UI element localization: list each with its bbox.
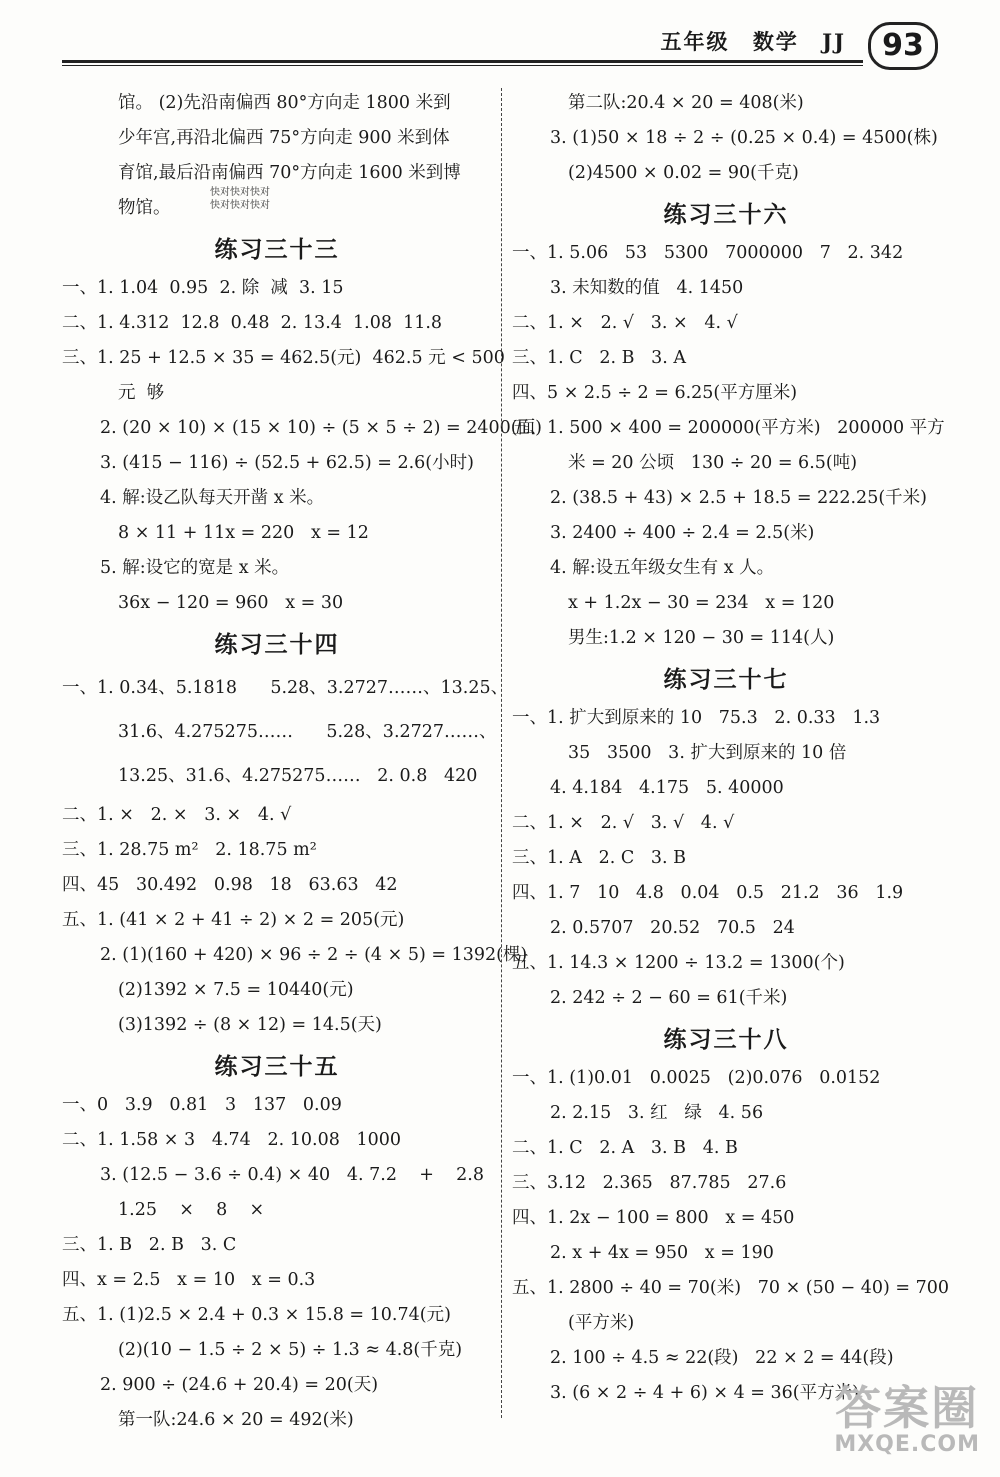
answer-line: 馆。 (2)先沿南偏西 80°方向走 1800 米到 [118,93,451,113]
answer-line: 二、1. 1.58 × 3 4.74 2. 10.08 1000 [62,1130,402,1150]
answer-line: 少年宫,再沿北偏西 75°方向走 900 米到体 [118,128,450,148]
header-grade: 五年级 [660,29,730,54]
section-title: 练习三十七 [663,666,789,693]
answer-line: 36x − 120 = 960 x = 30 [118,593,344,613]
answer-line: 二、1. 4.312 12.8 0.48 2. 13.4 1.08 11.8 [62,313,443,333]
answer-line: x + 1.2x − 30 = 234 x = 120 [568,593,835,613]
watermark-logo: 答案圈 [835,1381,980,1435]
answer-line: 2. 900 ÷ (24.6 + 20.4) = 20(天) [100,1375,379,1395]
answer-line: 2. x + 4x = 950 x = 190 [550,1243,774,1263]
header-subject: 数学 [752,29,799,54]
answer-line: 四、1. 2x − 100 = 800 x = 450 [512,1208,795,1228]
left-column [62,86,542,1438]
answer-line: 五、1. 2800 ÷ 40 = 70(米) 70 × (50 − 40) = 700 [512,1278,949,1298]
answer-line: 2. 242 ÷ 2 − 60 = 61(千米) [550,988,788,1008]
answer-line: 二、1. × 2. × 3. × 4. √ [62,805,292,825]
answer-line: (3)1392 ÷ (8 × 12) = 14.5(天) [118,1015,382,1035]
answer-line: 三、1. C 2. B 3. A [512,348,687,368]
answer-line: 三、1. A 2. C 3. B [512,848,687,868]
answer-line: 一、1. 5.06 53 5300 7000000 7 2. 342 [512,243,904,263]
answer-line: 一、1. (1)0.01 0.0025 (2)0.076 0.0152 [512,1068,881,1088]
answer-line: 3. (1)50 × 18 ÷ 2 ÷ (0.25 × 0.4) = 4500(株) [550,128,938,148]
answer-line: 一、1. 0.34、5.1818 5.28、3.2727……、13.25、 [62,678,509,698]
answer-line: 3. 未知数的值 4. 1450 [550,278,744,298]
answer-line: 三、1. 25 + 12.5 × 35 = 462.5(元) 462.5 元 < 500 [62,348,505,368]
answer-line: 五、1. 14.3 × 1200 ÷ 13.2 = 1300(个) [512,953,845,973]
answer-line: 二、1. × 2. √ 3. √ 4. √ [512,813,735,833]
answer-line: 男生:1.2 × 120 − 30 = 114(人) [568,628,835,648]
answer-line: 4. 解:设五年级女生有 x 人。 [550,558,775,578]
answer-line: 二、1. × 2. √ 3. × 4. √ [512,313,738,333]
answer-line: 2. 100 ÷ 4.5 ≈ 22(段) 22 × 2 = 44(段) [550,1348,894,1368]
answer-line: 2. 2.15 3. 红 绿 4. 56 [550,1103,764,1123]
answer-line: 2. (38.5 + 43) × 2.5 + 18.5 = 222.25(千米) [550,488,927,508]
section-title: 练习三十三 [214,236,340,263]
answer-line: 四、5 × 2.5 ÷ 2 = 6.25(平方厘米) [512,383,798,403]
answer-line: 第二队:20.4 × 20 = 408(米) [568,93,804,113]
answer-line: 三、3.12 2.365 87.785 27.6 [512,1173,787,1193]
answer-line: 五、1. 500 × 400 = 200000(平方米) 200000 平方 [512,418,945,438]
answer-line: 4. 4.184 4.175 5. 40000 [550,778,784,798]
answer-line: 物馆。 [118,198,171,218]
answer-line: 二、1. C 2. A 3. B 4. B [512,1138,738,1158]
section-title: 练习三十四 [214,631,340,658]
answer-line: 3. (12.5 − 3.6 ÷ 0.4) × 40 4. 7.2 + 2.8 [100,1165,484,1185]
stamp-line: 快对快对快对 [210,187,270,198]
site-watermark [834,1372,980,1457]
answer-line: (2)4500 × 0.02 = 90(千克) [568,163,799,183]
answer-line: 3. (415 − 116) ÷ (52.5 + 62.5) = 2.6(小时) [100,453,474,473]
answer-line: 13.25、31.6、4.275275…… 2. 0.8 420 [118,766,478,786]
stamp-watermark [210,186,270,212]
answer-line: 元 够 [118,383,165,403]
answer-line: 五、1. (41 × 2 + 41 ÷ 2) × 2 = 205(元) [62,910,405,930]
answer-line: 四、x = 2.5 x = 10 x = 0.3 [62,1270,316,1290]
answer-line: 四、45 30.492 0.98 18 63.63 42 [62,875,398,895]
answer-line: 2. (1)(160 + 420) × 96 ÷ 2 ÷ (4 × 5) = 1392(棵) [100,945,528,965]
section-title: 练习三十六 [663,201,789,228]
answer-line: 一、1. 扩大到原来的 10 75.3 2. 0.33 1.3 [512,708,881,728]
answer-line: 米 = 20 公顷 130 ÷ 20 = 6.5(吨) [568,453,858,473]
section-title: 练习三十八 [663,1026,789,1053]
answer-line: 3. (6 × 2 ÷ 4 + 6) × 4 = 36(平方米) [550,1383,859,1403]
right-column [512,86,949,1411]
answer-line: 8 × 11 + 11x = 220 x = 12 [118,523,369,543]
answer-line: (2)(10 − 1.5 ÷ 2 × 5) ÷ 1.3 ≈ 4.8(千克) [118,1340,463,1360]
answer-line: 三、1. B 2. B 3. C [62,1235,237,1255]
answer-line: 35 3500 3. 扩大到原来的 10 倍 [568,743,847,763]
column-divider [501,88,502,1418]
page-number: 93 [868,22,938,70]
answer-line: 5. 解:设它的宽是 x 米。 [100,558,290,578]
answer-line: 31.6、4.275275…… 5.28、3.2727……、 [118,722,497,742]
stamp-line: 快对快对快对 [210,200,270,211]
answer-line: 4. 解:设乙队每天开凿 x 米。 [100,488,325,508]
answer-line: (平方米) [568,1313,635,1333]
section-title: 练习三十五 [214,1053,340,1080]
answer-line: 第一队:24.6 × 20 = 492(米) [118,1410,354,1430]
header-edition: JJ [822,29,846,54]
answer-line: 1.25 × 8 × [118,1200,265,1220]
answer-line: (2)1392 × 7.5 = 10440(元) [118,980,354,1000]
answer-line: 五、1. (1)2.5 × 2.4 + 0.3 × 15.8 = 10.74(元) [62,1305,451,1325]
page-header [62,22,938,70]
answer-line: 育馆,最后沿南偏西 70°方向走 1600 米到博 [118,163,461,183]
answer-line: 2. 0.5707 20.52 70.5 24 [550,918,795,938]
answer-line: 3. 2400 ÷ 400 ÷ 2.4 = 2.5(米) [550,523,815,543]
answer-line: 2. (20 × 10) × (15 × 10) ÷ (5 × 5 ÷ 2) = 2400(面) [100,418,542,438]
watermark-url: MXQE.COM [834,1432,980,1457]
header-rule [62,60,863,66]
answer-line: 一、0 3.9 0.81 3 137 0.09 [62,1095,342,1115]
answer-line: 一、1. 1.04 0.95 2. 除 减 3. 15 [62,278,344,298]
answer-line: 四、1. 7 10 4.8 0.04 0.5 21.2 36 1.9 [512,883,904,903]
answer-line: 三、1. 28.75 m² 2. 18.75 m² [62,840,317,860]
header-text [647,26,847,56]
